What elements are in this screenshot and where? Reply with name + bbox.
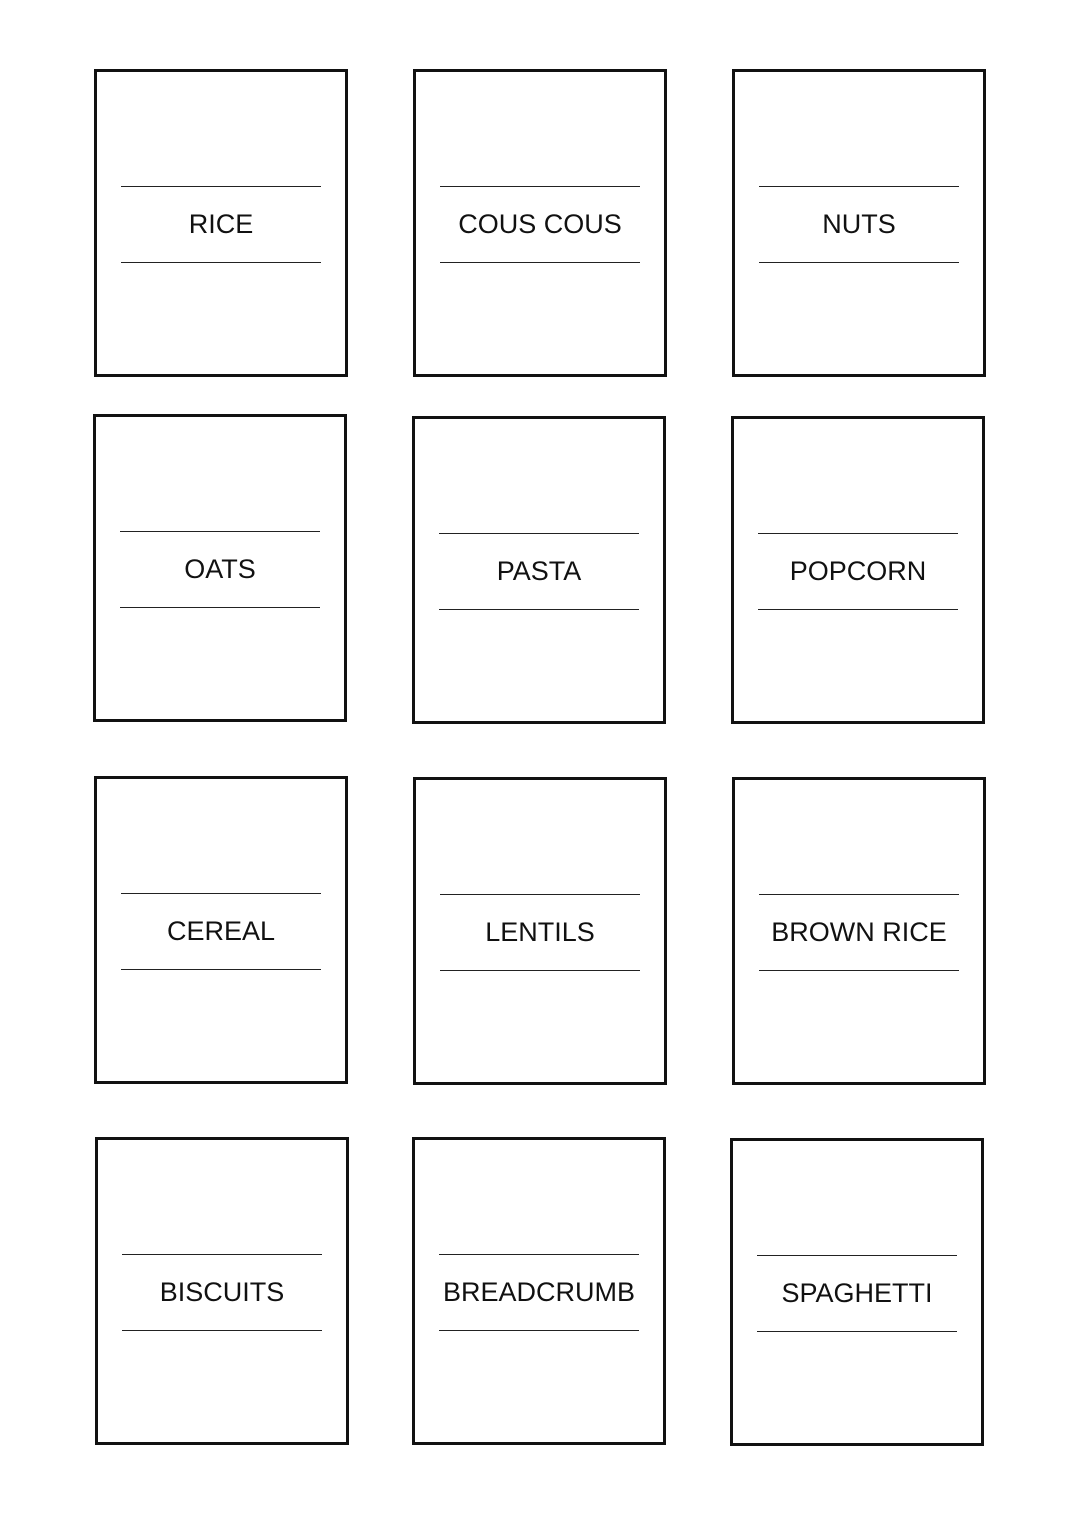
label-text: POPCORN [789, 556, 927, 586]
label-text: RICE [188, 209, 254, 239]
label-rule-bottom [759, 262, 959, 263]
label-rule-top [121, 186, 321, 187]
pantry-label-card [730, 1138, 984, 1446]
label-rule-top [122, 1254, 322, 1255]
label-text: PASTA [496, 556, 582, 586]
label-text: BROWN RICE [771, 917, 947, 947]
pantry-label-card [412, 416, 666, 724]
label-text: SPAGHETTI [781, 1278, 933, 1308]
label-rule-top [120, 531, 320, 532]
pantry-label-card [412, 1137, 666, 1445]
label-rule-bottom [439, 1330, 639, 1331]
label-rule-bottom [439, 609, 639, 610]
pantry-label-card [95, 1137, 349, 1445]
label-rule-bottom [758, 609, 958, 610]
label-rule-bottom [440, 262, 640, 263]
pantry-label-card [731, 416, 985, 724]
label-rule-top [758, 533, 958, 534]
label-rule-top [121, 893, 321, 894]
label-rule-bottom [121, 262, 321, 263]
pantry-label-card [413, 777, 667, 1085]
label-text: OATS [184, 554, 256, 584]
label-rule-bottom [122, 1330, 322, 1331]
label-rule-top [439, 533, 639, 534]
pantry-label-card [94, 776, 348, 1084]
label-text: NUTS [822, 209, 896, 239]
pantry-label-card [413, 69, 667, 377]
pantry-label-card [732, 69, 986, 377]
label-rule-top [757, 1255, 957, 1256]
label-text: CEREAL [166, 916, 276, 946]
label-rule-top [439, 1254, 639, 1255]
label-text: LENTILS [485, 917, 595, 947]
pantry-label-card [93, 414, 347, 722]
label-rule-bottom [120, 607, 320, 608]
label-rule-top [440, 894, 640, 895]
label-rule-bottom [757, 1331, 957, 1332]
pantry-label-card [732, 777, 986, 1085]
label-text: COUS COUS [458, 209, 622, 239]
label-text: BREADCRUMB [442, 1277, 636, 1307]
label-rule-top [440, 186, 640, 187]
label-text: BISCUITS [159, 1277, 285, 1307]
label-rule-bottom [440, 970, 640, 971]
pantry-label-card [94, 69, 348, 377]
label-rule-top [759, 894, 959, 895]
label-rule-bottom [759, 970, 959, 971]
label-rule-bottom [121, 969, 321, 970]
label-rule-top [759, 186, 959, 187]
